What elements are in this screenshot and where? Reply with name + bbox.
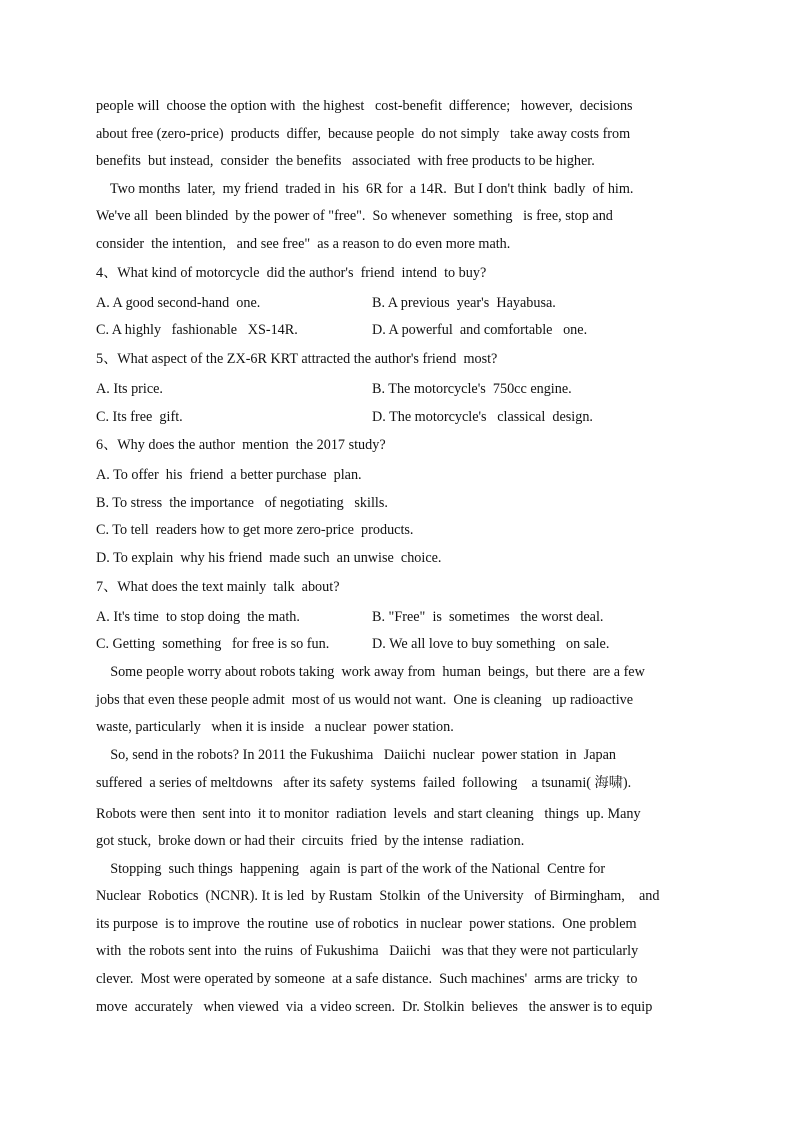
question-4-option-b: B. A previous year's Hayabusa. xyxy=(372,295,556,311)
passage2-p3-line6: move accurately when viewed via a video screen. Dr. Stolkin believes the answer is to equip xyxy=(96,999,653,1015)
question-6-option-d: D. To explain why his friend made such an unwise choice. xyxy=(96,550,442,566)
question-6-option-b: B. To stress the importance of negotiating skills. xyxy=(96,495,388,511)
passage2-p1-line1: Some people worry about robots taking work away from human beings, but there are a few xyxy=(96,664,645,680)
question-6-stem: 6、Why does the author mention the 2017 study? xyxy=(96,437,386,453)
passage2-p2-line1: So, send in the robots? In 2011 the Fukushima Daiichi nuclear power station in Japan xyxy=(96,747,616,763)
passage2-p2-line3: Robots were then sent into it to monitor radiation levels and start cleaning things up. Many xyxy=(96,806,641,822)
question-5-option-d: D. The motorcycle's classical design. xyxy=(372,409,593,425)
passage1-p2-line2: We've all been blinded by the power of "free". So whenever something is free, stop and xyxy=(96,208,613,224)
passage1-p1-line2: about free (zero-price) products differ, because people do not simply take away costs from xyxy=(96,126,631,142)
question-7-option-a: A. It's time to stop doing the math. xyxy=(96,609,300,625)
question-7-option-b: B. "Free" is sometimes the worst deal. xyxy=(372,609,604,625)
passage1-p2-line1: Two months later, my friend traded in his 6R for a 14R. But I don't think badly of him. xyxy=(96,181,634,197)
passage2-p3-line3: its purpose is to improve the routine use of robotics in nuclear power stations. One problem xyxy=(96,916,637,932)
question-4-option-a: A. A good second-hand one. xyxy=(96,295,261,311)
question-5-option-c: C. Its free gift. xyxy=(96,409,183,425)
passage1-p2-line3: consider the intention, and see free" as a reason to do even more math. xyxy=(96,236,511,252)
question-7-stem: 7、What does the text mainly talk about? xyxy=(96,579,340,595)
question-4-option-c: C. A highly fashionable XS-14R. xyxy=(96,322,298,338)
passage1-p1-line1: people will choose the option with the highest cost-benefit difference; however, decisions xyxy=(96,98,633,114)
question-4-stem: 4、What kind of motorcycle did the author's friend intend to buy? xyxy=(96,265,487,281)
passage2-p2-line2: suffered a series of meltdowns after its safety systems failed following a tsunami( 海啸). xyxy=(96,775,632,791)
passage2-p1-line2: jobs that even these people admit most of us would not want. One is cleaning up radioactive xyxy=(96,692,634,708)
question-6-option-a: A. To offer his friend a better purchase plan. xyxy=(96,467,362,483)
passage2-p2-line4: got stuck, broke down or had their circuits fried by the intense radiation. xyxy=(96,833,525,849)
passage1-p1-line3: benefits but instead, consider the benefits associated with free products to be higher. xyxy=(96,153,595,169)
passage2-p3-line2: Nuclear Robotics (NCNR). It is led by Rustam Stolkin of the University of Birmingham, and xyxy=(96,888,660,904)
question-4-option-d: D. A powerful and comfortable one. xyxy=(372,322,588,338)
question-5-option-b: B. The motorcycle's 750cc engine. xyxy=(372,381,572,397)
passage2-p3-line4: with the robots sent into the ruins of Fukushima Daiichi was that they were not particularly xyxy=(96,943,639,959)
passage2-p3-line5: clever. Most were operated by someone at a safe distance. Such machines' arms are tricky to xyxy=(96,971,638,987)
question-5-stem: 5、What aspect of the ZX-6R KRT attracted the author's friend most? xyxy=(96,351,498,367)
passage2-p1-line3: waste, particularly when it is inside a nuclear power station. xyxy=(96,719,454,735)
passage2-p3-line1: Stopping such things happening again is part of the work of the National Centre for xyxy=(96,861,606,877)
question-7-option-c: C. Getting something for free is so fun. xyxy=(96,636,330,652)
question-5-option-a: A. Its price. xyxy=(96,381,163,397)
question-6-option-c: C. To tell readers how to get more zero-price products. xyxy=(96,522,414,538)
question-7-option-d: D. We all love to buy something on sale. xyxy=(372,636,610,652)
